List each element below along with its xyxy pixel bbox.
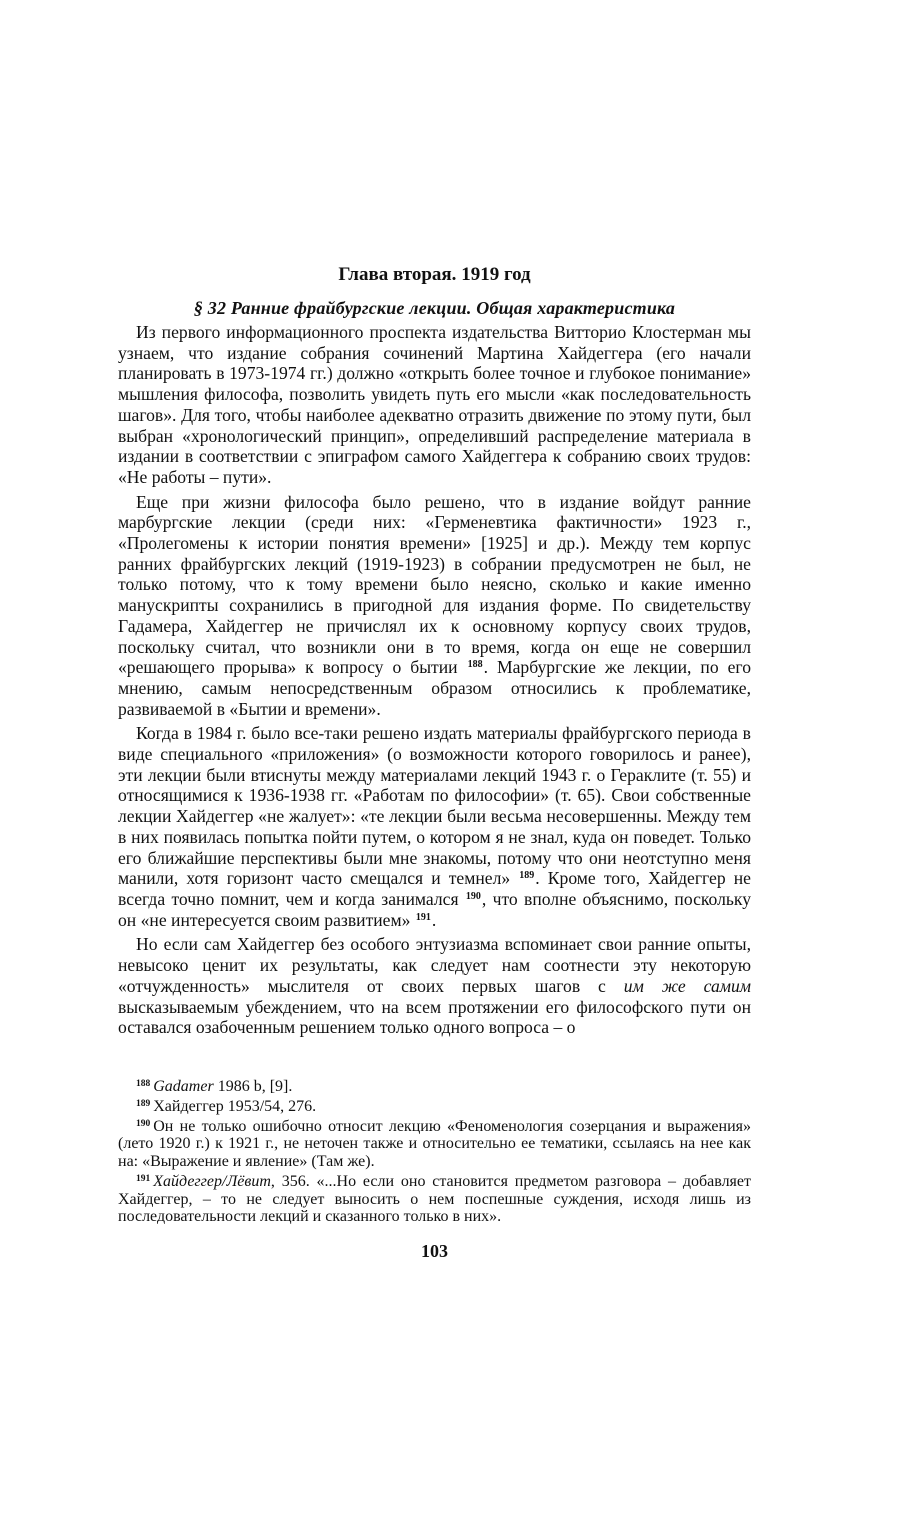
- paragraph-3-text-c: , что вполне объяснимо, поскольку он «не интересуется своим развитием»: [118, 888, 751, 930]
- footnote-190-text: Он не только ошибочно относит лекцию «Феноменология созерцания и выражения» (лето 1920 г.) к 1921 г., не неточен также и относительно ее тематики, ссылаясь на нее как на: «Выражение и явление» (Там же).: [118, 1117, 751, 1171]
- page-number: 103: [421, 1241, 448, 1262]
- paragraph-1: Из первого информационного проспекта издательства Витторио Клостерман мы узнаем, что издание собрания сочинений Мартина Хайдеггера (его начали планировать в 1973-1974 гг.) должно «открыть более точное и глубокое понимание» мышления философа, позволить увидеть путь его мысли «как последовательность шагов». Для того, чтобы наиболее адекватно отразить движение по этому пути, был выбран «хронологический принцип», определивший распределение материала в издании в соответствии с эпиграфом самого Хайдеггера к собранию своих трудов: «Не работы – пути».: [118, 322, 751, 487]
- paragraph-3-text-d: .: [431, 909, 437, 930]
- footnote-ref-191[interactable]: 191: [415, 911, 431, 923]
- footnote-191: [118, 1173, 751, 1226]
- section-title: § 32 Ранние фрайбургские лекции. Общая характеристика: [193, 298, 676, 318]
- chapter-title-year: 1919 год: [456, 264, 531, 285]
- book-page: [118, 262, 751, 1262]
- paragraph-4: [118, 934, 751, 1038]
- footnote-191-author: Хайдеггер/Лёвит: [153, 1172, 271, 1190]
- footnote-189: [118, 1098, 751, 1116]
- footnote-189-text: Хайдеггер 1953/54, 276.: [153, 1097, 317, 1115]
- chapter-title-bold: Глава вторая.: [338, 264, 457, 285]
- paragraph-2-text-b: . Марбургские же лекции, по его мнению, самым непосредственным образом относились к проблематике, развиваемой в «Бытии и времени».: [118, 657, 751, 719]
- paragraph-3: [118, 723, 751, 930]
- footnotes: [118, 1078, 751, 1226]
- footnote-ref-190[interactable]: 190: [465, 890, 481, 902]
- footnote-ref-189[interactable]: 189: [519, 870, 535, 882]
- paragraph-4-text-a: Но если сам Хайдеггер без особого энтузиазма вспоминает свои ранние опыты, невысоко ценит их результаты, как следует нам соотнести эту некоторую «отчужденность» мыслителя от своих первых шагов с: [118, 934, 751, 996]
- footnote-190: [118, 1118, 751, 1171]
- paragraph-3-text-b: . Кроме того, Хайдеггер не всегда точно помнит, чем и когда занимался: [118, 868, 751, 909]
- footnote-188-author: Gadamer: [153, 1077, 214, 1095]
- footnote-191-text: , 356. «...Но если оно становится предметом разговора – добавляет Хайдеггер, – то не следует выносить о нем поспешные суждения, исходя лишь из последовательности лекций и сказанного только в них».: [118, 1172, 751, 1226]
- paragraph-4-italic: им же самим: [623, 975, 751, 996]
- footnote-number-189: 189: [136, 1098, 151, 1109]
- footnote-188-text: 1986 b, [9].: [213, 1077, 293, 1095]
- footnote-number-191: 191: [136, 1173, 151, 1184]
- footnote-188: [118, 1078, 751, 1096]
- footnote-number-190: 190: [136, 1118, 151, 1129]
- chapter-title: [118, 262, 751, 288]
- footnote-number-188: 188: [136, 1078, 151, 1089]
- paragraph-3-text-a: Когда в 1984 г. было все-таки решено издать материалы фрайбургского периода в виде специального «приложения» (о возможности которого говорилось и ранее), эти лекции были втиснуты между материалами лекций 1943 г. о Гераклите (т. 55) и относящимися к 1936-1938 гг. «Работам по философии» (т. 65). Свои собственные лекции Хайдеггер «не жалует»: «те лекции были весьма несовершенны. Между тем в них появилась попытка пойти путем, о котором я не знал, куда он поведет. Только его ближайшие перспективы были мне знакомы, потому что они неотступно меня манили, хотя горизонт часто смещался и темнел»: [118, 723, 751, 889]
- paragraph-2: [118, 492, 751, 720]
- paragraph-4-text-b: высказываемым убеждением, что на всем протяжении его философского пути он оставался озабоченным решением только одного вопроса – о: [118, 996, 751, 1038]
- footnote-ref-188[interactable]: 188: [467, 659, 483, 671]
- paragraph-2-text-a: Еще при жизни философа было решено, что в издание войдут ранние марбургские лекции (среди них: «Герменевтика фактичности» 1923 г., «Пролегомены к истории понятия времени» [1925] и др.). Между тем корпус ранних фрайбургских лекций (1919-1923) в собрании предусмотрен не был, не только потому, что к тому времени было неясно, сколько и какие именно манускрипты сохранились в пригодной для издания форме. По свидетельству Гадамера, Хайдеггер не причислял их к основному корпусу своих трудов, поскольку считал, что возникли они в то время, когда он еще не совершил «решающего прорыва» к вопросу о бытии: [118, 491, 751, 678]
